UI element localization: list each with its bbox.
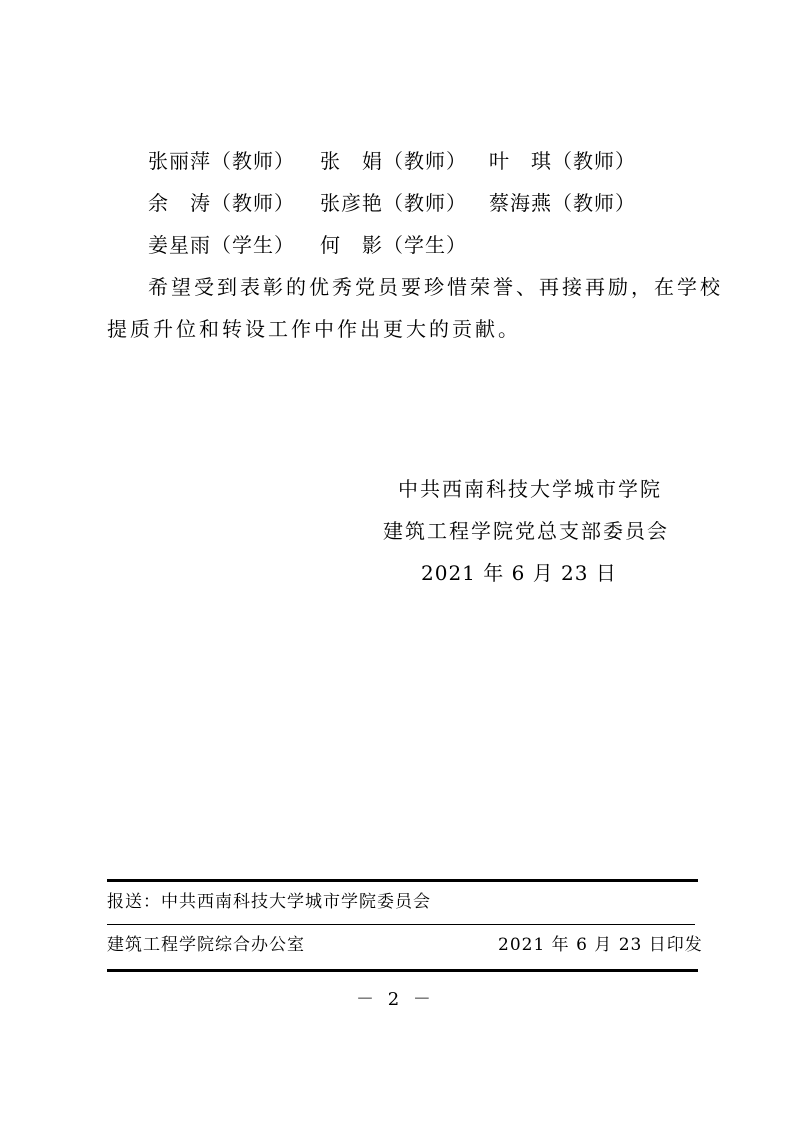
report-to: 报送：中共西南科技大学城市学院委员会	[107, 892, 431, 912]
footer-middle-rule	[107, 924, 695, 925]
signature-org-line: 建筑工程学院党总支部委员会	[383, 519, 669, 543]
print-date: 2021 年 6 月 23 日印发	[498, 935, 703, 955]
issuer: 建筑工程学院综合办公室	[107, 935, 305, 955]
honoree-name: 张彦艳（教师）	[320, 191, 467, 215]
footer-top-rule	[107, 879, 698, 882]
footer-bottom-rule	[107, 969, 698, 972]
honoree-name: 张 娟（教师）	[320, 149, 467, 173]
honoree-name: 张丽萍（教师）	[148, 149, 295, 173]
honoree-name: 叶 琪（教师）	[489, 149, 636, 173]
honoree-name: 姜星雨（学生）	[148, 233, 295, 257]
page-number: － 2 －	[356, 989, 435, 1010]
paragraph-line: 提质升位和转设工作中作出更大的贡献。	[107, 317, 521, 341]
signature-org-line: 中共西南科技大学城市学院	[398, 477, 662, 501]
signature-date: 2021 年 6 月 23 日	[421, 561, 617, 585]
honoree-name: 蔡海燕（教师）	[489, 191, 636, 215]
paragraph-line: 希望受到表彰的优秀党员要珍惜荣誉、再接再励，在学校	[148, 275, 723, 299]
honoree-name: 何 影（学生）	[320, 233, 467, 257]
honoree-name: 余 涛（教师）	[148, 191, 295, 215]
